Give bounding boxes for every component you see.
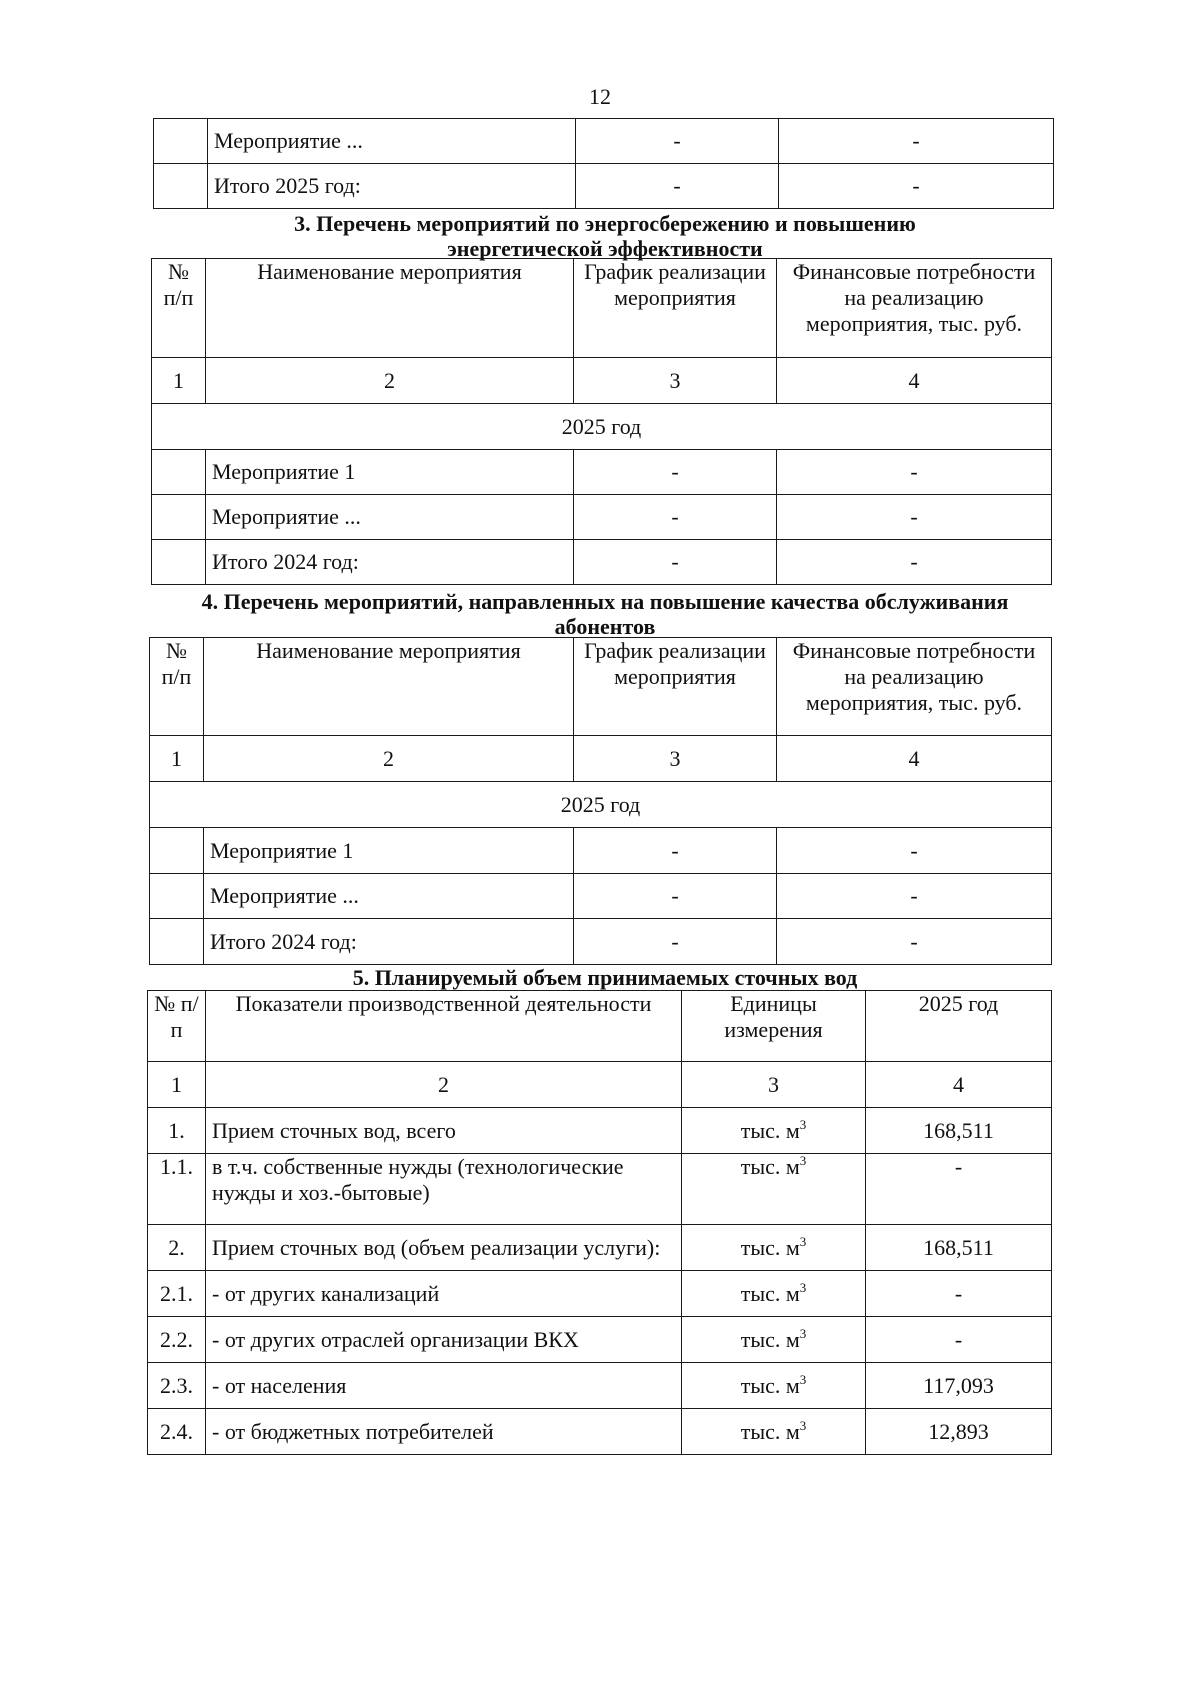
table-row: 2. Прием сточных вод (объем реализации услуги): тыс. $м^3$ 168,511 <box>148 1225 1052 1271</box>
row-unit: тыс. $м^3$ <box>682 1363 866 1409</box>
row-indicator: - от других канализаций <box>206 1271 682 1317</box>
section4-title: 4. Перечень мероприятий, направленных на повышение качества обслуживания абонентов <box>201 589 1009 639</box>
year-row <box>152 404 1052 450</box>
header-num: № п/п <box>152 259 206 358</box>
column-number-row: 1 2 3 4 <box>152 358 1052 404</box>
page-number: 12 <box>589 84 611 109</box>
header-row <box>150 638 1052 736</box>
table-row: Мероприятие 1 - - <box>150 828 1052 874</box>
header-row <box>148 991 1052 1062</box>
header-year: 2025 год <box>866 991 1052 1062</box>
table-row: Итого 2025 год: - - <box>154 164 1054 209</box>
header-finance: Финансовые потребности на реализацию мероприятия, тыс. руб. <box>777 259 1052 358</box>
row-value: 117,093 <box>866 1363 1052 1409</box>
table-row: Итого 2024 год: - - <box>152 540 1052 585</box>
column-number-row: 1 2 3 4 <box>148 1062 1052 1108</box>
table-row: Мероприятие ... - - <box>154 119 1054 164</box>
table-row: 2.4. - от бюджетных потребителей тыс. $м^3$ 12,893 <box>148 1409 1052 1455</box>
header-name: Наименование мероприятия <box>206 259 574 358</box>
row-name: Мероприятие 1 <box>206 450 574 495</box>
row-unit: тыс. $м^3$ <box>682 1225 866 1271</box>
table-row: 2.1. - от других канализаций тыс. $м^3$ - <box>148 1271 1052 1317</box>
section3-table <box>151 258 1052 585</box>
section5-table <box>147 990 1052 1455</box>
year-label: 2025 год <box>152 404 1052 450</box>
row-value: 168,511 <box>866 1225 1052 1271</box>
table-row: 1. Прием сточных вод, всего тыс. $м^3$ 168,511 <box>148 1108 1052 1154</box>
row-unit: тыс. $м^3$ <box>682 1271 866 1317</box>
row-name: Мероприятие ... <box>208 119 576 164</box>
section4-table <box>149 637 1052 965</box>
row-name: Мероприятие ... <box>204 874 574 919</box>
section5-title: 5. Планируемый объем принимаемых сточных вод <box>352 965 858 990</box>
table-row: 2.2. - от других отраслей организации ВКХ тыс. $м^3$ - <box>148 1317 1052 1363</box>
table-row: Мероприятие 1 - - <box>152 450 1052 495</box>
row-value: 168,511 <box>866 1108 1052 1154</box>
header-schedule: График реализации мероприятия <box>574 638 777 736</box>
row-name: Итого 2024 год: <box>206 540 574 585</box>
row-indicator: Прием сточных вод, всего <box>206 1108 682 1154</box>
row-name: Мероприятие ... <box>206 495 574 540</box>
row-indicator: - от других отраслей организации ВКХ <box>206 1317 682 1363</box>
year-label: 2025 год <box>150 782 1052 828</box>
row-unit: тыс. $м^3$ <box>682 1409 866 1455</box>
row-name: Итого 2025 год: <box>208 164 576 209</box>
row-value: 12,893 <box>866 1409 1052 1455</box>
row-indicator: - от бюджетных потребителей <box>206 1409 682 1455</box>
header-indicator: Показатели производственной деятельности <box>206 991 682 1062</box>
row-unit: тыс. $м^3$ <box>682 1154 866 1225</box>
row-value: - <box>866 1154 1052 1225</box>
row-value: - <box>866 1271 1052 1317</box>
header-unit: Единицы измерения <box>682 991 866 1062</box>
header-num: № п/п <box>148 991 206 1062</box>
header-name: Наименование мероприятия <box>204 638 574 736</box>
header-finance: Финансовые потребности на реализацию мероприятия, тыс. руб. <box>777 638 1052 736</box>
row-name: Итого 2024 год: <box>204 919 574 965</box>
table-row: Мероприятие ... - - <box>150 874 1052 919</box>
section3-title: 3. Перечень мероприятий по энергосбережению и повышению энергетической эффективности <box>294 211 916 261</box>
column-number-row: 1 2 3 4 <box>150 736 1052 782</box>
table-row: Мероприятие ... - - <box>152 495 1052 540</box>
row-indicator: - от населения <box>206 1363 682 1409</box>
row-unit: тыс. $м^3$ <box>682 1317 866 1363</box>
table-row: Итого 2024 год: - - <box>150 919 1052 965</box>
header-row <box>152 259 1052 358</box>
table-row: 2.3. - от населения тыс. $м^3$ 117,093 <box>148 1363 1052 1409</box>
year-row <box>150 782 1052 828</box>
header-num: № п/п <box>150 638 204 736</box>
row-indicator: Прием сточных вод (объем реализации услуги): <box>206 1225 682 1271</box>
row-name: Мероприятие 1 <box>204 828 574 874</box>
header-schedule: График реализации мероприятия <box>574 259 777 358</box>
row-indicator: в т.ч. собственные нужды (технологические нужды и хоз.-бытовые) <box>206 1154 682 1225</box>
table-row: 1.1. в т.ч. собственные нужды (технологические нужды и хоз.-бытовые) тыс. $м^3$ - <box>148 1154 1052 1225</box>
row-unit: тыс. $м^3$ <box>682 1108 866 1154</box>
continuation-table <box>153 118 1054 209</box>
row-value: - <box>866 1317 1052 1363</box>
